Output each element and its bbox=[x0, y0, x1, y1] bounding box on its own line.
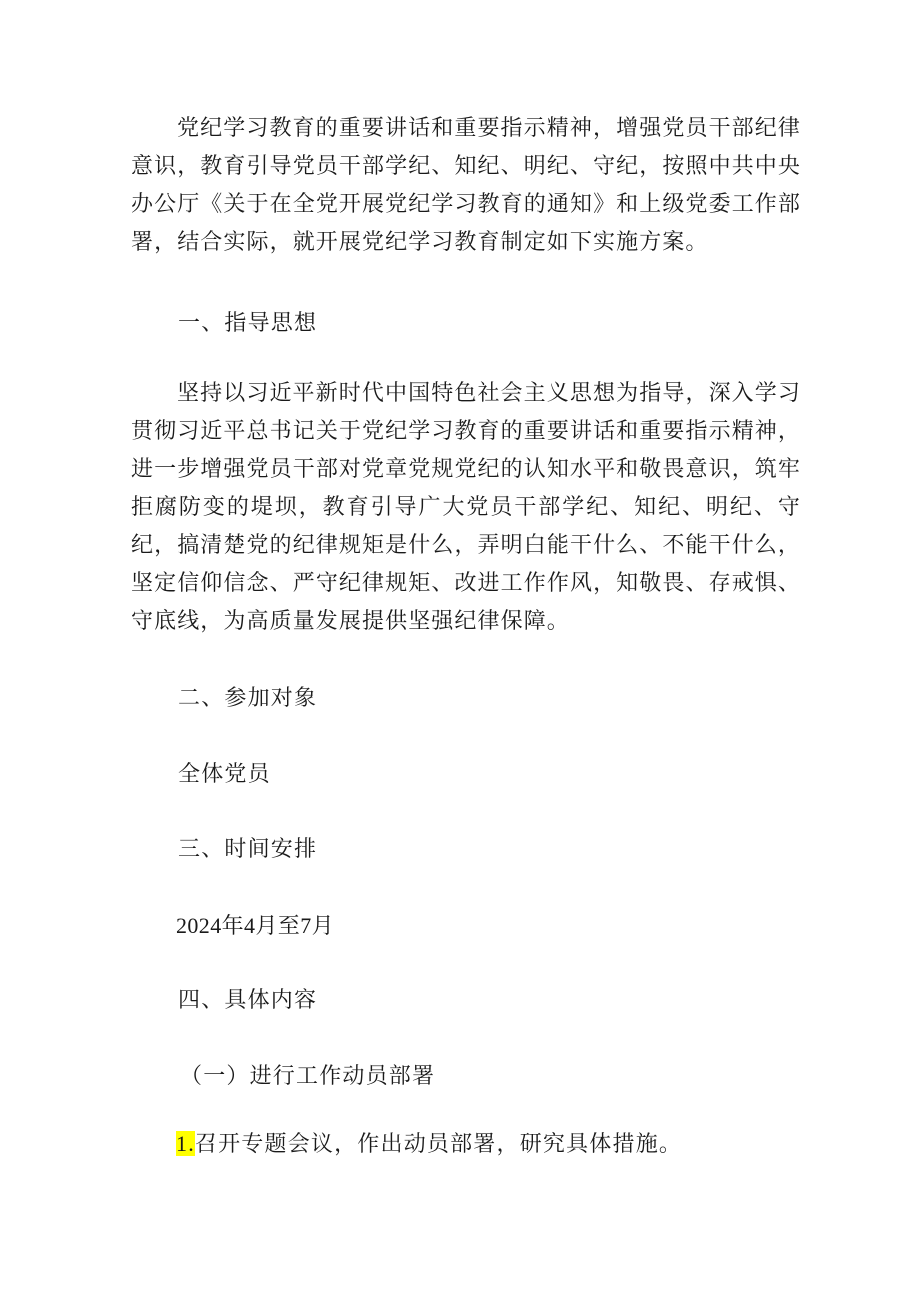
section-heading-participants: 二、参加对象 bbox=[178, 686, 318, 711]
list-item bbox=[176, 1125, 682, 1164]
guiding-ideology-paragraph: 坚持以习近平新时代中国特色社会主义思想为指导，深入学习贯彻习近平总书记关于党纪学习教育的重要讲话和重要指示精神，进一步增强党员干部对党章党规党纪的认知水平和敬畏意识，筑牢拒腐防变的堤坝，教育引导广大党员干部学纪、知纪、明纪、守纪，搞清楚党的纪律规矩是什么，弄明白能干什么、不能干什么，坚定信仰信念、严守纪律规矩、改进工作作风，知敬畏、存戒惧、守底线，为高质量发展提供坚强纪律保障。 bbox=[131, 381, 801, 634]
participants-text: 全体党员 bbox=[178, 762, 271, 787]
list-item-number: 1. bbox=[176, 1131, 195, 1156]
intro-paragraph: 党纪学习教育的重要讲话和重要指示精神，增强党员干部纪律意识，教育引导党员干部学纪、知纪、明纪、守纪，按照中共中央办公厅《关于在全党开展党纪学习教育的通知》和上级党委工作部署，结合实际，就开展党纪学习教育制定如下实施方案。 bbox=[131, 116, 801, 255]
schedule-text: 2024年4月至7月 bbox=[176, 913, 335, 938]
list-item-text: 召开专题会议，作出动员部署，研究具体措施。 bbox=[194, 1132, 683, 1157]
section-heading-specific-content: 四、具体内容 bbox=[178, 988, 318, 1013]
section-heading-schedule: 三、时间安排 bbox=[178, 837, 318, 862]
subheading-mobilization: （一）进行工作动员部署 bbox=[180, 1064, 436, 1089]
section-heading-guiding-ideology: 一、指导思想 bbox=[178, 311, 318, 336]
